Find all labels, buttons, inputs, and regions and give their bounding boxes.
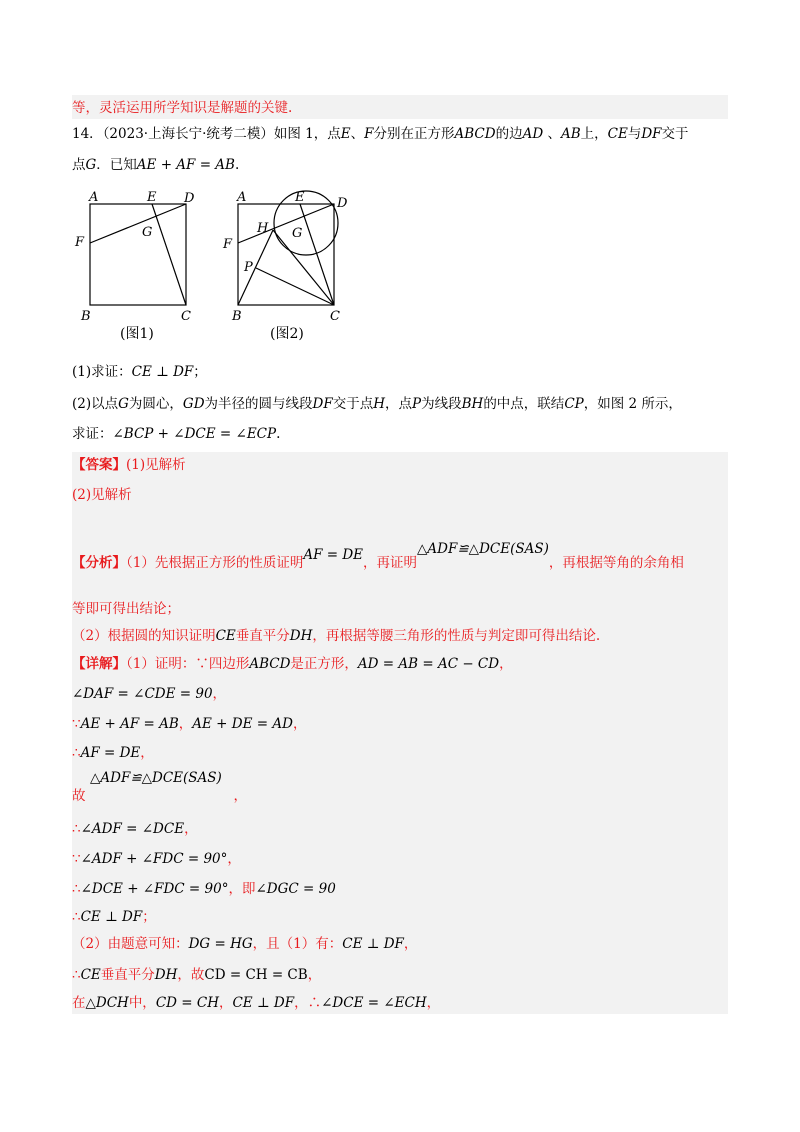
text-run: AF = DE: [303, 547, 364, 563]
analysis-line-2: 等即可得出结论；: [72, 601, 180, 617]
text-run: ，∴: [294, 995, 322, 1011]
text-run: 中，: [128, 995, 156, 1011]
text-run: 垂直平分: [100, 967, 155, 983]
text-run: ，: [426, 995, 441, 1011]
detail-line-1: [72, 654, 513, 674]
detail-line-5: [72, 786, 247, 806]
text-run: （2023·上海长宁·统考二模）: [102, 126, 274, 142]
text-run: ，故: [177, 967, 205, 983]
text-run: 为半径的圆与线段: [204, 396, 313, 412]
text-run: ，: [227, 851, 241, 867]
analysis-line-3: [72, 626, 600, 646]
text-run: CE ⊥ DF: [131, 364, 194, 380]
text-run: 的中点，联结: [483, 396, 565, 412]
text-run: ，如图 2 所示，: [583, 396, 682, 412]
detail-line-2: [72, 684, 226, 704]
text-run: CD = CH = CB: [204, 967, 308, 983]
detail-line-12: [72, 993, 440, 1013]
text-run: CE ⊥ DF: [342, 936, 404, 952]
text-run: ；: [193, 364, 207, 380]
detail-line-5-formula: [90, 768, 222, 788]
label-E: E: [147, 190, 157, 205]
text-run: AD: [522, 126, 544, 142]
text-run: ∠ADF + ∠FDC = 90°: [80, 851, 228, 867]
text-run: ，再证明: [363, 555, 418, 571]
answer-tag: 【答案】: [72, 457, 126, 473]
label-D: D: [184, 191, 195, 206]
text-run: 交于: [661, 126, 689, 142]
label-H: H: [257, 221, 269, 236]
text-run: 垂直平分: [235, 628, 290, 644]
text-run: 故: [72, 788, 86, 804]
label-A: A: [89, 190, 99, 205]
label-F: F: [75, 235, 85, 250]
text-run: ABCD: [249, 656, 291, 672]
label-D2: D: [337, 196, 348, 211]
text-run: （2）由题意可知：: [72, 936, 189, 952]
text-run: DF: [641, 126, 662, 142]
problem-line-1: [72, 124, 689, 144]
text-run: ∠DGC = 90: [255, 881, 336, 897]
text-run: CP: [564, 396, 584, 412]
text-run: H: [373, 396, 386, 412]
text-run: 、: [350, 126, 365, 142]
text-run: E: [340, 126, 351, 142]
text-run: (1)见解析: [126, 457, 186, 473]
text-run: ，点: [385, 396, 413, 412]
text-run: CE: [80, 967, 101, 983]
detail-line-3: [72, 714, 306, 734]
text-run: GD: [182, 396, 205, 412]
label-F2: F: [223, 237, 233, 252]
answer-line-1: [72, 455, 186, 475]
text-run: F: [364, 126, 374, 142]
text-run: 在: [72, 995, 86, 1011]
text-run: ，: [184, 821, 198, 837]
text-run: ∠ADF = ∠DCE: [80, 821, 185, 837]
text-run: 点: [72, 157, 86, 173]
text-run: ∠BCP + ∠DCE = ∠ECP: [112, 426, 277, 442]
text-run: ∵: [72, 851, 81, 867]
label-P: P: [244, 260, 253, 275]
text-run: G: [118, 396, 129, 412]
analysis-line-1: [72, 541, 684, 573]
text-run: (2)以点: [72, 396, 119, 412]
text-run: 14．: [72, 126, 103, 142]
text-run: 分别在正方形: [373, 126, 455, 142]
text-run: ∠DAF = ∠CDE = 90: [72, 686, 213, 702]
text-run: △ADF≌△DCE(SAS): [90, 770, 222, 786]
text-run: CE ⊥ DF: [232, 995, 295, 1011]
text-run: ∴: [72, 881, 81, 897]
text-run: ∠DCE + ∠FDC = 90°: [80, 881, 229, 897]
detail-line-7: [72, 849, 241, 869]
text-run: ∴: [72, 967, 81, 983]
text-run: AE + AF = AB: [80, 716, 179, 732]
text-run: DG = HG: [188, 936, 253, 952]
text-run: AE + AF = AB: [136, 157, 235, 173]
text-run: 如图 1，点: [273, 126, 341, 142]
label-B2: B: [232, 309, 242, 324]
question-2-line-1: [72, 394, 682, 414]
text-run: ，: [140, 745, 154, 761]
detail-line-10: [72, 934, 417, 954]
text-run: 上，: [580, 126, 608, 142]
text-run: （1）证明：∵四边形: [126, 656, 250, 672]
geometry-figures: [72, 185, 372, 345]
text-run: ABCD: [454, 126, 496, 142]
text-run: ∴: [72, 745, 81, 761]
detail-line-4: [72, 743, 154, 763]
text-run: ∴: [72, 821, 81, 837]
detail-tag: 【详解】: [72, 656, 126, 672]
text-run: ，: [218, 995, 233, 1011]
text-run: ，再根据等角的余角相: [548, 555, 684, 571]
text-run: （1）先根据正方形的性质证明: [126, 555, 304, 571]
text-run: AE + DE = AD: [192, 716, 293, 732]
top-note-block: [72, 95, 728, 119]
text-run: ，再根据等腰三角形的性质与判定即可得出结论.: [312, 628, 601, 644]
label-C2: C: [330, 309, 340, 324]
top-note: 等，灵活运用所学知识是解题的关键.: [72, 100, 293, 116]
text-run: ，: [292, 716, 307, 732]
label-E2: E: [295, 190, 305, 205]
text-run: (1)求证：: [72, 364, 132, 380]
text-run: ，: [499, 656, 513, 672]
text-run: ∴: [72, 909, 81, 925]
analysis-tag: 【分析】: [72, 555, 126, 571]
text-run: DH: [289, 628, 313, 644]
answer-line-2: (2)见解析: [72, 487, 132, 503]
text-run: ∠DCE = ∠ECH: [321, 995, 427, 1011]
label-A2: A: [237, 190, 247, 205]
text-run: 为圆心，: [128, 396, 183, 412]
label-B: B: [81, 309, 91, 324]
text-run: ．已知: [96, 157, 137, 173]
text-run: .: [234, 157, 240, 173]
figure-2: [222, 190, 348, 342]
problem-line-2: [72, 155, 239, 175]
text-run: 的边: [495, 126, 523, 142]
text-run: 、: [543, 126, 561, 142]
text-run: ，且（1）有：: [252, 936, 343, 952]
text-run: 是正方形，: [290, 656, 358, 672]
fig2-caption: (图2): [270, 326, 304, 342]
text-run: △DCH: [85, 995, 129, 1011]
text-run: 为线段: [421, 396, 462, 412]
text-run: BH: [461, 396, 484, 412]
text-run: ，即: [228, 881, 256, 897]
text-run: AF = DE: [80, 745, 141, 761]
text-run: CE: [607, 126, 628, 142]
question-2-line-2: [72, 424, 280, 444]
text-run: .: [276, 426, 281, 442]
text-run: CE ⊥ DF: [80, 909, 143, 925]
text-run: ∵: [72, 716, 81, 732]
figure-1: [74, 190, 195, 342]
text-run: DF: [312, 396, 333, 412]
label-C: C: [181, 309, 191, 324]
text-run: AB: [560, 126, 581, 142]
text-run: CE: [215, 628, 236, 644]
text-run: ，: [212, 686, 227, 702]
text-run: ，: [178, 716, 193, 732]
text-run: ，: [403, 936, 418, 952]
detail-line-8: [72, 879, 336, 899]
text-run: ，: [233, 788, 247, 804]
text-run: △ADF≌△DCE(SAS): [417, 541, 549, 557]
text-run: AD = AB = AC − CD: [357, 656, 500, 672]
text-run: ；: [142, 909, 156, 925]
text-run: （2）根据圆的知识证明: [72, 628, 216, 644]
question-1: [72, 362, 207, 382]
label-G: G: [142, 225, 153, 240]
text-run: 求证：: [72, 426, 113, 442]
detail-line-9: [72, 907, 156, 927]
detail-line-6: [72, 819, 198, 839]
text-run: DH: [154, 967, 178, 983]
fig1-caption: (图1): [120, 326, 154, 342]
text-run: ，: [307, 967, 322, 983]
solution-block: [72, 452, 728, 1014]
text-run: G: [85, 157, 97, 173]
text-run: CD = CH: [155, 995, 219, 1011]
detail-line-11: [72, 965, 321, 985]
label-G2: G: [292, 226, 303, 241]
text-run: 交于点: [332, 396, 374, 412]
text-run: P: [412, 396, 422, 412]
text-run: 与: [627, 126, 642, 142]
